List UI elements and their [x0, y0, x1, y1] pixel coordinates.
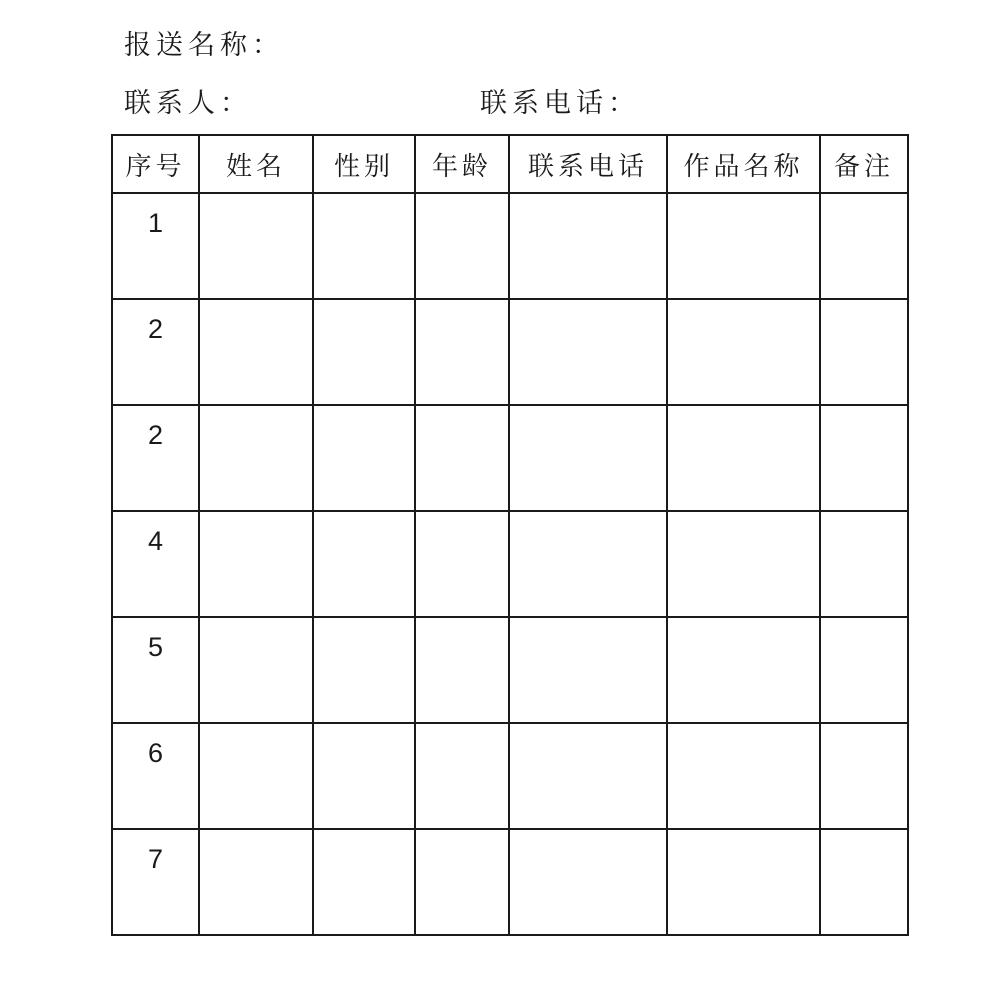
remarks-cell[interactable] [820, 617, 908, 723]
contact-person-label: 联系人： [124, 88, 252, 119]
age-cell[interactable] [415, 511, 509, 617]
name-cell[interactable] [199, 617, 313, 723]
remarks-cell[interactable] [820, 511, 908, 617]
phone-cell[interactable] [509, 617, 667, 723]
column-header-name: 姓名 [199, 135, 313, 193]
work-title-cell[interactable] [667, 617, 820, 723]
work-title-cell[interactable] [667, 511, 820, 617]
row-index: 5 [112, 617, 199, 723]
row-index: 1 [112, 193, 199, 299]
remarks-cell[interactable] [820, 723, 908, 829]
age-cell[interactable] [415, 829, 509, 935]
phone-cell[interactable] [509, 511, 667, 617]
work-title-cell[interactable] [667, 829, 820, 935]
age-cell[interactable] [415, 617, 509, 723]
table-row [112, 617, 908, 723]
phone-cell[interactable] [509, 723, 667, 829]
table-row [112, 511, 908, 617]
phone-cell[interactable] [509, 193, 667, 299]
row-index: 2 [112, 405, 199, 511]
gender-cell[interactable] [313, 299, 415, 405]
gender-cell[interactable] [313, 193, 415, 299]
age-cell[interactable] [415, 723, 509, 829]
work-title-cell[interactable] [667, 723, 820, 829]
name-cell[interactable] [199, 299, 313, 405]
work-title-cell[interactable] [667, 405, 820, 511]
age-cell[interactable] [415, 405, 509, 511]
remarks-cell[interactable] [820, 193, 908, 299]
remarks-cell[interactable] [820, 829, 908, 935]
column-header-phone: 联系电话 [509, 135, 667, 193]
row-index: 6 [112, 723, 199, 829]
row-index: 7 [112, 829, 199, 935]
report-name-label: 报送名称： [124, 30, 284, 61]
name-cell[interactable] [199, 723, 313, 829]
row-index: 4 [112, 511, 199, 617]
column-header-index: 序号 [112, 135, 199, 193]
age-cell[interactable] [415, 193, 509, 299]
gender-cell[interactable] [313, 829, 415, 935]
name-cell[interactable] [199, 193, 313, 299]
phone-cell[interactable] [509, 829, 667, 935]
remarks-cell[interactable] [820, 299, 908, 405]
table-row [112, 723, 908, 829]
name-cell[interactable] [199, 829, 313, 935]
phone-cell[interactable] [509, 405, 667, 511]
row-index: 2 [112, 299, 199, 405]
age-cell[interactable] [415, 299, 509, 405]
gender-cell[interactable] [313, 405, 415, 511]
table-row [112, 299, 908, 405]
contact-phone-label: 联系电话： [480, 88, 640, 119]
phone-cell[interactable] [509, 299, 667, 405]
column-header-gender: 性别 [313, 135, 415, 193]
gender-cell[interactable] [313, 617, 415, 723]
table-header-row [112, 135, 908, 193]
registration-table [111, 134, 909, 936]
name-cell[interactable] [199, 405, 313, 511]
name-cell[interactable] [199, 511, 313, 617]
work-title-cell[interactable] [667, 193, 820, 299]
table-row [112, 829, 908, 935]
column-header-remarks: 备注 [820, 135, 908, 193]
work-title-cell[interactable] [667, 299, 820, 405]
column-header-work-title: 作品名称 [667, 135, 820, 193]
table-row [112, 405, 908, 511]
gender-cell[interactable] [313, 511, 415, 617]
gender-cell[interactable] [313, 723, 415, 829]
remarks-cell[interactable] [820, 405, 908, 511]
table-row [112, 193, 908, 299]
column-header-age: 年龄 [415, 135, 509, 193]
